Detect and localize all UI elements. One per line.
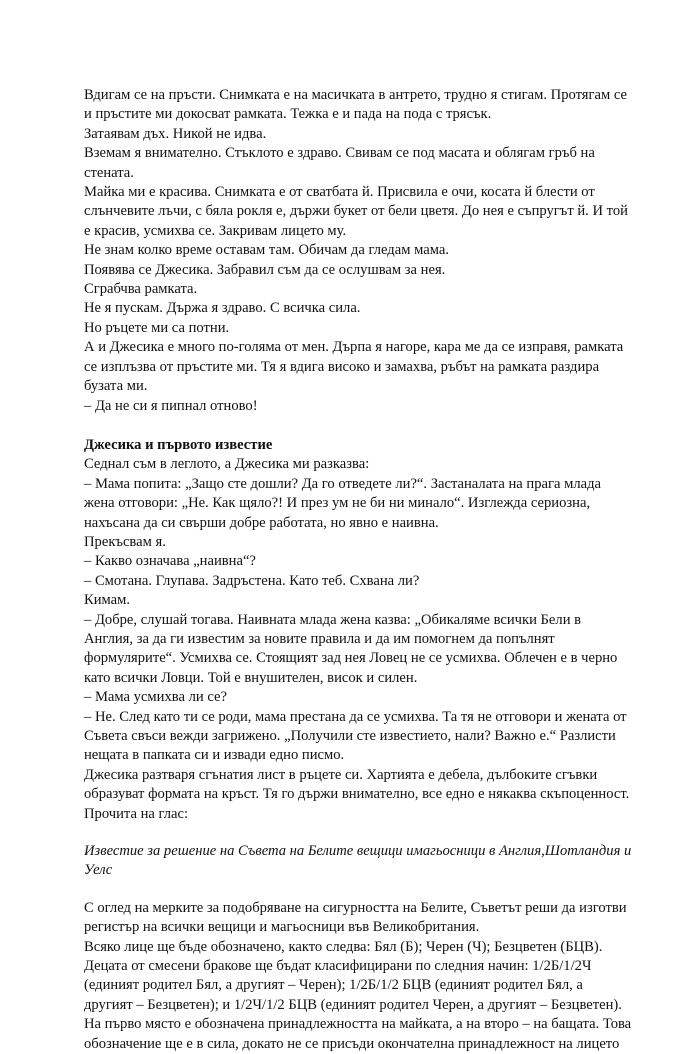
paragraph: Но ръцете ми са потни. [84, 319, 230, 336]
paragraph: – Мама попита: „Защо сте дошли? Да го отведете ли?“. Застаналата на прага млада жена отговори: „Не. Как щяло?! И през ум не би ни минало“. Изглежда сериозна, нахъсана да си свърши добре работата, но явно е наивна. [84, 475, 602, 531]
paragraph: Всяко лице ще бъде обозначено, както следва: Бял (Б); Черен (Ч); Безцветен (БЦВ). [84, 938, 603, 955]
section-heading: Джесика и първото известие [84, 436, 273, 453]
paragraph: – Мама усмихва ли се? [84, 689, 227, 706]
paragraph: Седнал съм в леглото, а Джесика ми разказва: [84, 456, 370, 473]
section-first-notice [84, 436, 640, 824]
paragraph: – Какво означава „наивна“? [84, 553, 256, 570]
paragraph: Прекъсвам я. [84, 533, 166, 550]
paragraph: – Добре, слушай тогава. Наивната млада жена казва: „Обикаляме всички Бели в Англия, за да ги известим за новите правила и да им помогнем да попълнят формулярите“. Усмихва се. Стоящият зад нея Ловец не се усмихва. Облечен е в черно като всички Ловци. Той е внушителен, висок и силен. [84, 611, 618, 686]
spacer [84, 416, 640, 436]
paragraph: Децата от смесени бракове ще бъдат класифицирани по следния начин: 1/2Б/1/2Ч (единият родител Бял, а другият – Черен); 1/2Б/1/2 БЦВ (единият родител Бял, а другият – Безцветен); и 1/2Ч/1/2 БЦВ (единият родител Черен, а другият – Безцветен). На първо място е обозначена принадлежността на майката, а на второ – на бащата. Това обозначение ще е в сила, докато не се присъди окончателна принадлежност на лицето [84, 958, 632, 1052]
spacer [84, 881, 640, 899]
paragraph: Не я пускам. Държа я здраво. С всичка сила. [84, 300, 361, 317]
paragraph: – Не. След като ти се роди, мама престана да се усмихва. Та тя не отговори и жената от Съвета свъси вежди загрижено. „Получили сте известието, нали? Важно е.“ Разлисти нещата в папката си и извади едно писмо. [84, 708, 627, 764]
paragraph: Майка ми е красива. Снимката е от сватбата й. Присвила е очи, косата й блести от слънчевите лъчи, с бяла рокля е, държи букет от бели цветя. До нея е съпругът й. И той е красив, усмихва се. Закривам лицето му. [84, 184, 628, 239]
paragraph: Не знам колко време оставам там. Обичам да гледам мама. [84, 242, 449, 259]
paragraph: Кимам. [84, 592, 131, 609]
notice-title: Известие за решение на Съвета на Белите вещици имагьосници в Англия,Шотландия и Уелс [84, 843, 632, 879]
paragraph: Вземам я внимателно. Стъклото е здраво. Свивам се под масата и облягам гръб на стената. [84, 145, 595, 181]
paragraph: Затаявам дъх. Никой не идва. [84, 125, 267, 142]
paragraph: Вдигам се на пръсти. Снимката е на масичката в антрето, трудно я стигам. Протягам се и пръстите ми докосват рамката. Тежка е и пада на пода с трясък. [84, 87, 627, 123]
paragraph: С оглед на мерките за подобряване на сигурността на Белите, Съветът реши да изготви регистър на всички вещици и магьосници във Великобритания. [84, 899, 627, 936]
paragraph: А и Джесика е много по-голяма от мен. Дърпа я нагоре, кара ме да се изправя, рамката се изплъзва от пръстите ми. Тя я вдига високо и замахва, ръбът на рамката раздира бузата ми. [84, 339, 624, 395]
spacer [84, 824, 640, 842]
section-council-notice [84, 842, 640, 1054]
paragraph: – Смотана. Глупава. Задръстена. Като теб. Схвана ли? [84, 572, 420, 589]
paragraph: – Да не си я пипнал отново! [84, 397, 258, 414]
paragraph: Появява се Джесика. Забравил съм да се ослушвам за нея. [84, 261, 446, 278]
paragraph: Сграбчва рамката. [84, 281, 198, 298]
paragraph: Джесика разтваря сгънатия лист в ръцете си. Хартията е дебела, дълбоките сгъвки образуват формата на кръст. Тя го държи внимателно, все едно е някаква скъпоценност. Прочита на глас: [84, 766, 630, 822]
section-photo-frame [84, 86, 640, 416]
